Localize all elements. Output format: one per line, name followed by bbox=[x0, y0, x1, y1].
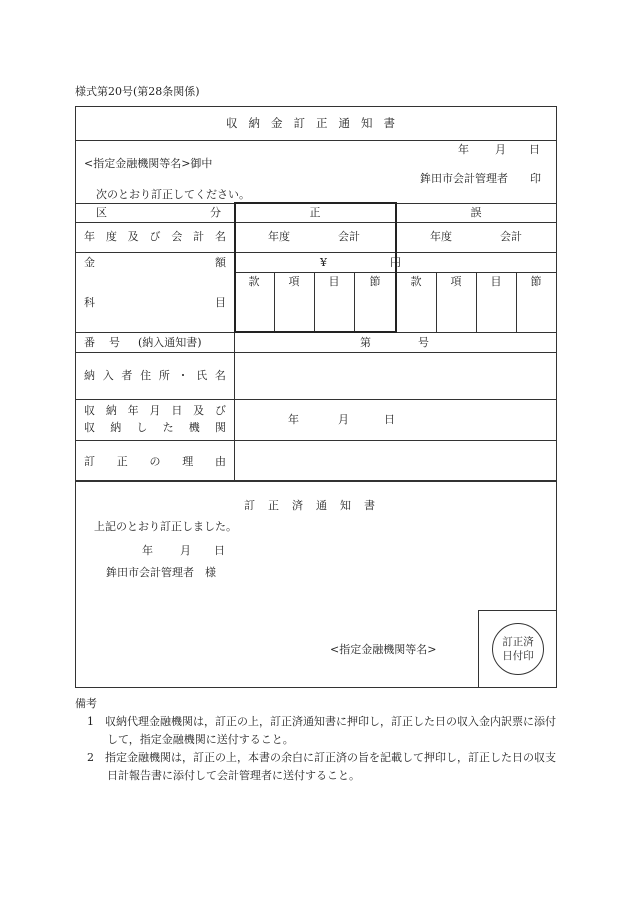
completion-month: 月 bbox=[180, 544, 191, 557]
date-year: 年 bbox=[458, 143, 469, 156]
header-wrong: 誤 bbox=[470, 206, 482, 219]
subject-moku: 目 bbox=[328, 275, 340, 288]
label-nonyusha: 納 入 者 住 所 ・ 氏 名 bbox=[84, 369, 226, 382]
receipt-month: 月 bbox=[338, 413, 349, 426]
note-item-2: 2 指定金融機関は，訂正の上，本書の余白に訂正済の旨を記載して押印し，訂正した日の収支日計報告書に添付して会計管理者に送付すること。 bbox=[87, 751, 556, 782]
addressee: <指定金融機関等名>御中 bbox=[84, 157, 213, 170]
label-shuno-line2: 収 納 し た 機 関 bbox=[84, 421, 226, 434]
completion-bank: <指定金融機関等名> bbox=[330, 643, 437, 656]
label-teisei-riyu: 訂 正 の 理 由 bbox=[84, 455, 226, 468]
completion-year: 年 bbox=[142, 544, 153, 557]
label-nendo: 年 度 及 び 会 計 名 bbox=[84, 230, 226, 243]
stamp-line2: 日付印 bbox=[502, 650, 534, 662]
number-go: 号 bbox=[418, 336, 429, 349]
subject-kou-wrong: 項 bbox=[450, 275, 462, 288]
subject-kan-wrong: 款 bbox=[410, 275, 422, 288]
correct-account: 会計 bbox=[338, 230, 360, 243]
receipt-day: 日 bbox=[384, 413, 395, 426]
receipt-year: 年 bbox=[288, 413, 299, 426]
wrong-fiscal-year: 年度 bbox=[430, 230, 452, 243]
correction-form bbox=[75, 106, 557, 688]
note-item-1: 1 収納代理金融機関は，訂正の上，訂正済通知書に押印し，訂正した日の収入金内訳票に添付して，指定金融機関に送付すること。 bbox=[87, 715, 556, 746]
subject-setsu: 節 bbox=[369, 275, 381, 288]
date-month: 月 bbox=[495, 143, 506, 156]
issuer: 鉾田市会計管理者 bbox=[420, 172, 508, 185]
notes-section bbox=[75, 695, 565, 785]
number-dai: 第 bbox=[360, 336, 371, 349]
notes-heading: 備考 bbox=[75, 697, 97, 710]
yen-unit: 円 bbox=[390, 256, 401, 269]
issuer-seal: 印 bbox=[530, 172, 541, 185]
date-stamp-circle bbox=[492, 623, 544, 675]
completion-title: 訂正済通知書 bbox=[244, 499, 388, 512]
label-kingaku: 金 額 bbox=[84, 256, 226, 269]
subject-setsu-wrong: 節 bbox=[530, 275, 542, 288]
wrong-account: 会計 bbox=[500, 230, 522, 243]
label-bango: 番号 (納入通知書) bbox=[84, 336, 202, 349]
date-day: 日 bbox=[529, 143, 540, 156]
form-title: 収納金訂正通知書 bbox=[226, 116, 406, 130]
correct-fiscal-year: 年度 bbox=[268, 230, 290, 243]
label-shuno-line1: 収 納 年 月 日 及 び bbox=[84, 404, 226, 417]
subject-moku-wrong: 目 bbox=[490, 275, 502, 288]
completion-recipient: 鉾田市会計管理者 様 bbox=[106, 566, 216, 579]
subject-kan: 款 bbox=[248, 275, 260, 288]
label-kubun: 区 分 bbox=[96, 206, 221, 219]
completion-text: 上記のとおり訂正しました。 bbox=[94, 520, 237, 533]
label-kamoku: 科 目 bbox=[84, 296, 226, 309]
instruction-text: 次のとおり訂正してください。 bbox=[96, 188, 250, 201]
subject-kou: 項 bbox=[288, 275, 300, 288]
stamp-line1: 訂正済 bbox=[502, 635, 534, 648]
form-label: 様式第20号(第28条関係) bbox=[75, 85, 200, 98]
header-correct: 正 bbox=[309, 206, 321, 219]
completion-day: 日 bbox=[214, 544, 225, 557]
yen-sign: ¥ bbox=[320, 256, 327, 269]
